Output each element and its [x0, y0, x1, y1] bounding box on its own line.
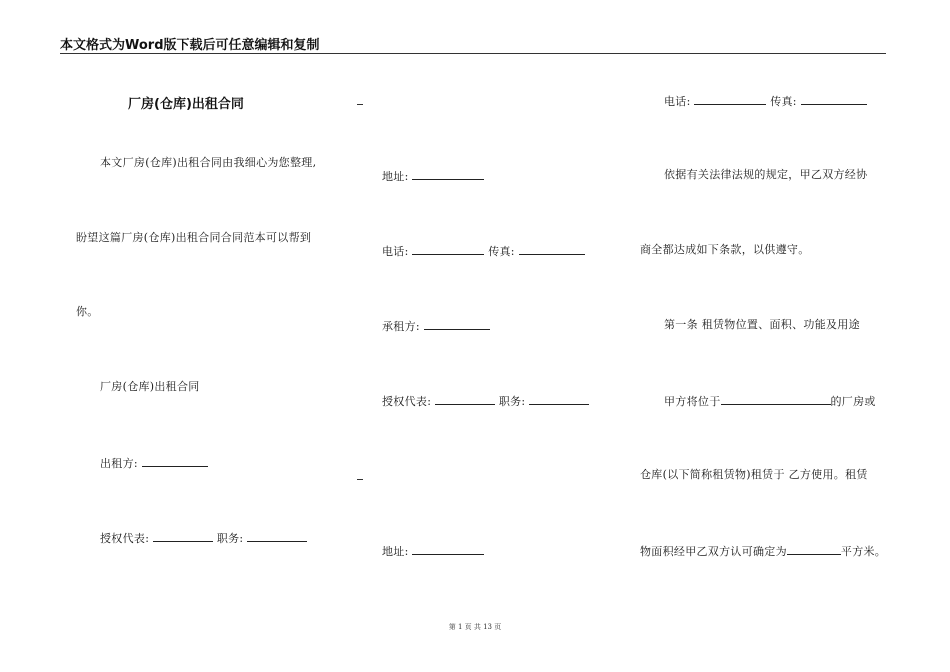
lessee-field	[382, 318, 490, 334]
area-prefix: 物面积经甲乙双方认可确定为	[640, 545, 787, 558]
fax-blank	[801, 93, 867, 105]
lessee-label: 承租方:	[382, 320, 420, 333]
lessor-field	[100, 455, 208, 471]
intro-line-3: 你。	[76, 305, 99, 318]
fax-label: 传真:	[770, 95, 797, 108]
document-title: 厂房(仓库)出租合同	[128, 97, 244, 112]
clause-intro-line-1: 依据有关法律法规的规定，甲乙双方经协	[664, 168, 868, 181]
lessor-contact-field	[382, 243, 585, 259]
fax-blank	[519, 243, 585, 255]
position-label: 职务:	[498, 395, 526, 408]
article-1-line-1	[664, 393, 876, 409]
page-header: 本文格式为Word版下载后可任意编辑和复制	[60, 38, 320, 53]
lessee-address-field	[382, 543, 484, 559]
phone-blank	[412, 243, 484, 255]
column-mark-top	[357, 104, 363, 105]
intro-line-2: 盼望这篇厂房(仓库)出租合同合同范本可以帮到	[76, 231, 312, 244]
fax-label: 传真:	[488, 245, 515, 258]
contract-subtitle: 厂房(仓库)出租合同	[100, 380, 200, 393]
phone-label: 电话:	[664, 95, 691, 108]
lessor-label: 出租方:	[100, 457, 138, 470]
lessee-blank	[424, 318, 490, 330]
authorized-rep-blank	[435, 393, 495, 405]
column-mark-mid	[357, 479, 363, 480]
intro-line-1: 本文厂房(仓库)出租合同由我细心为您整理,	[100, 156, 317, 169]
authorized-rep-label: 授权代表:	[100, 532, 150, 545]
article-1-heading: 第一条 租赁物位置、面积、功能及用途	[664, 318, 860, 331]
lessor-rep-field	[100, 530, 307, 546]
address-blank	[412, 168, 484, 180]
address-label: 地址:	[382, 545, 409, 558]
lessee-contact-field	[664, 93, 867, 109]
header-rule	[60, 53, 886, 54]
location-suffix: 的厂房或	[830, 395, 876, 408]
location-blank	[721, 393, 831, 405]
area-suffix: 平方米。	[840, 545, 887, 558]
lessor-address-field	[382, 168, 484, 184]
phone-label: 电话:	[382, 245, 409, 258]
lessee-rep-field	[382, 393, 589, 409]
area-blank	[787, 543, 841, 555]
address-blank	[412, 543, 484, 555]
phone-blank	[694, 93, 766, 105]
authorized-rep-blank	[153, 530, 213, 542]
page-number: 第 1 页 共 13 页	[448, 623, 502, 631]
clause-intro-line-2: 商全都达成如下条款，以供遵守。	[640, 243, 810, 256]
position-blank	[247, 530, 307, 542]
position-blank	[529, 393, 589, 405]
location-prefix: 甲方将位于	[664, 395, 721, 408]
position-label: 职务:	[216, 532, 244, 545]
authorized-rep-label: 授权代表:	[382, 395, 432, 408]
article-1-line-2: 仓库(以下简称租赁物)租赁于 乙方使用。租赁	[640, 468, 868, 481]
lessor-blank	[142, 455, 208, 467]
address-label: 地址:	[382, 170, 409, 183]
article-1-line-3	[640, 543, 886, 559]
